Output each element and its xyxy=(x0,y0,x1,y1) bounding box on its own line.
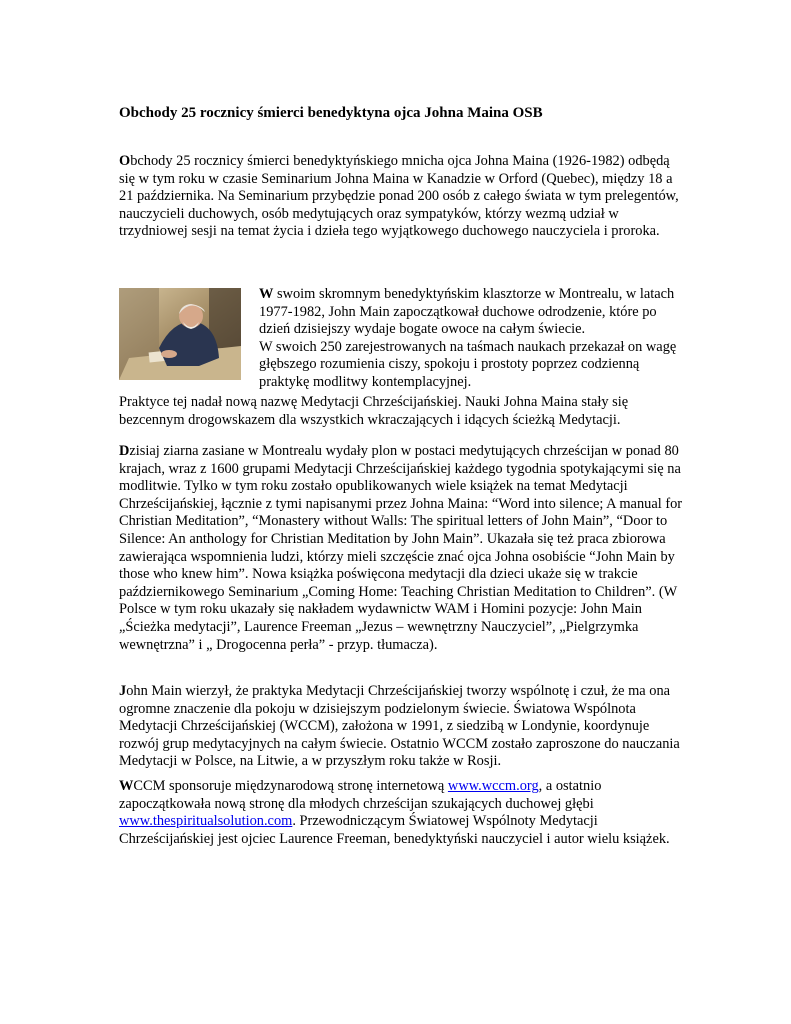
paragraph-community xyxy=(119,683,689,771)
monastery-line-1-text: swoim skromnym benedyktyńskim klasztorze w Montrealu, w latach xyxy=(273,286,675,302)
paragraph-intro-text: bchody 25 rocznicy śmierci benedyktyńskiego mnicha ojca Johna Maina (1926-1982) odbędą się w tym roku w czasie Seminarium Johna Maina w Kanadzie w Orford (Quebec), między 18 a 21 października. Na Seminarium przybędzie ponad 200 osób z całego świata w tym prelegentów, nauczycieli duchowych, osób medytujących oraz sympatyków, którzy wezmą udział w trzydniowej sesji na temat życia i dzieła tego wyjątkowego duchowego nauczyciela i proroka. xyxy=(119,153,679,240)
wccm-text-b: , a ostatnio zapoczątkowała nową stronę dla młodych chrześcijan szukających duchowej głębi xyxy=(119,778,602,812)
paragraph-intro xyxy=(119,153,689,241)
paragraph-monastery xyxy=(259,286,691,392)
dropcap-w: W xyxy=(259,286,274,302)
paragraph-community-text: ohn Main wierzył, że praktyka Medytacji Chrześcijańskiej tworzy wspólnotę i czuł, że ma ona ogromne znaczenie dla pokoju w dzisiejszym podzielonym świecie. Światowa Wspólnota Medytacji Chrześcijańskiej (WCCM), założona w 1991, z siedzibą w Londynie, koordynuje rozwój grup medytacyjnych na całym świecie. Ostatnio WCCM zostało zaproszone do nauczania Medytacji w Polsce, na Litwie, a w przyszłym roku także w Rosji. xyxy=(119,683,680,770)
monastery-line-1 xyxy=(259,286,691,304)
dropcap-d: D xyxy=(119,443,130,459)
dropcap-j: J xyxy=(119,683,127,699)
photo-image xyxy=(119,288,241,380)
monastery-line-4: W swoich 250 zarejestrowanych na taśmach naukach przekazał on wagę xyxy=(259,338,677,355)
wccm-text-a: CCM sponsoruje międzynarodową stronę internetową xyxy=(133,778,448,794)
paragraph-today-text: zisiaj ziarna zasiane w Montrealu wydały plon w postaci medytujących chrześcijan w ponad 80 krajach, wraz z 1600 grupami Medytacji Chrześcijańskiej każdego tygodnia spotykającymi się na modlitwie. Tylko w tym roku zostało opublikowanych wiele książek na temat Medytacji Chrześcijańskiej, łącznie z tymi napisanymi przez Johna Maina: “Word into silence; A manual for Christian Meditation”, “Monastery without Walls: The spiritual letters of John Main”, “Door to Silence: An anthology for Christian Meditation by John Main”. Ukazała się też praca zbiorowa zawierająca wspomnienia ludzi, którzy mieli szczęście znać ojca Johna osobiście “John Main by those who knew him”. Nowa książka poświęcona medytacji dla dzieci ukaże się w trakcie październikowego Seminarium „Coming Home: Teaching Christian Meditation to Children”. (W Polsce w tym roku ukazały się nakładem wydawnictw WAM i Homini pozycje: John Main „Ścieżka medytacji”, Laurence Freeman „Jezus – wewnętrzny Nauczyciel”, „Pielgrzymka wewnętrzna” i „ Drogocenna perła” - przyp. tłumacza). xyxy=(119,443,683,653)
dropcap-w2: W xyxy=(119,778,134,794)
monastery-line-3: dzień dzisiejszy wydaje bogate owoce na całym świecie. xyxy=(259,321,586,338)
john-main-photo xyxy=(119,288,241,380)
dropcap-o: O xyxy=(119,153,131,169)
link-spiritual-solution[interactable]: www.thespiritualsolution.com xyxy=(119,813,293,830)
article-title: Obchody 25 rocznicy śmierci benedyktyna ojca Johna Maina OSB xyxy=(119,105,543,121)
monastery-line-6: praktykę modlitwy kontemplacyjnej. xyxy=(259,373,472,390)
monastery-line-2: 1977-1982, John Main zapoczątkował duchowe odrodzenie, które po xyxy=(259,303,657,320)
paragraph-today xyxy=(119,443,689,654)
monastery-line-5: głębszego rozumienia ciszy, spokoju i prostoty poprzez codzienną xyxy=(259,356,640,373)
paragraph-wccm xyxy=(119,778,689,848)
wccm-text-c: . Przewodniczącym Światowej Wspólnoty Medytacji Chrześcijańskiej jest ojciec Laurence Freeman, benedyktyński nauczyciel i autor wielu książek. xyxy=(119,813,670,847)
link-wccm[interactable]: www.wccm.org xyxy=(447,778,539,794)
paragraph-practice: Praktyce tej nadał nową nazwę Medytacji Chrześcijańskiej. Nauki Johna Maina stały się bezcennym drogowskazem dla wszystkich wkraczających i idących ścieżką Medytacji. xyxy=(119,394,629,428)
